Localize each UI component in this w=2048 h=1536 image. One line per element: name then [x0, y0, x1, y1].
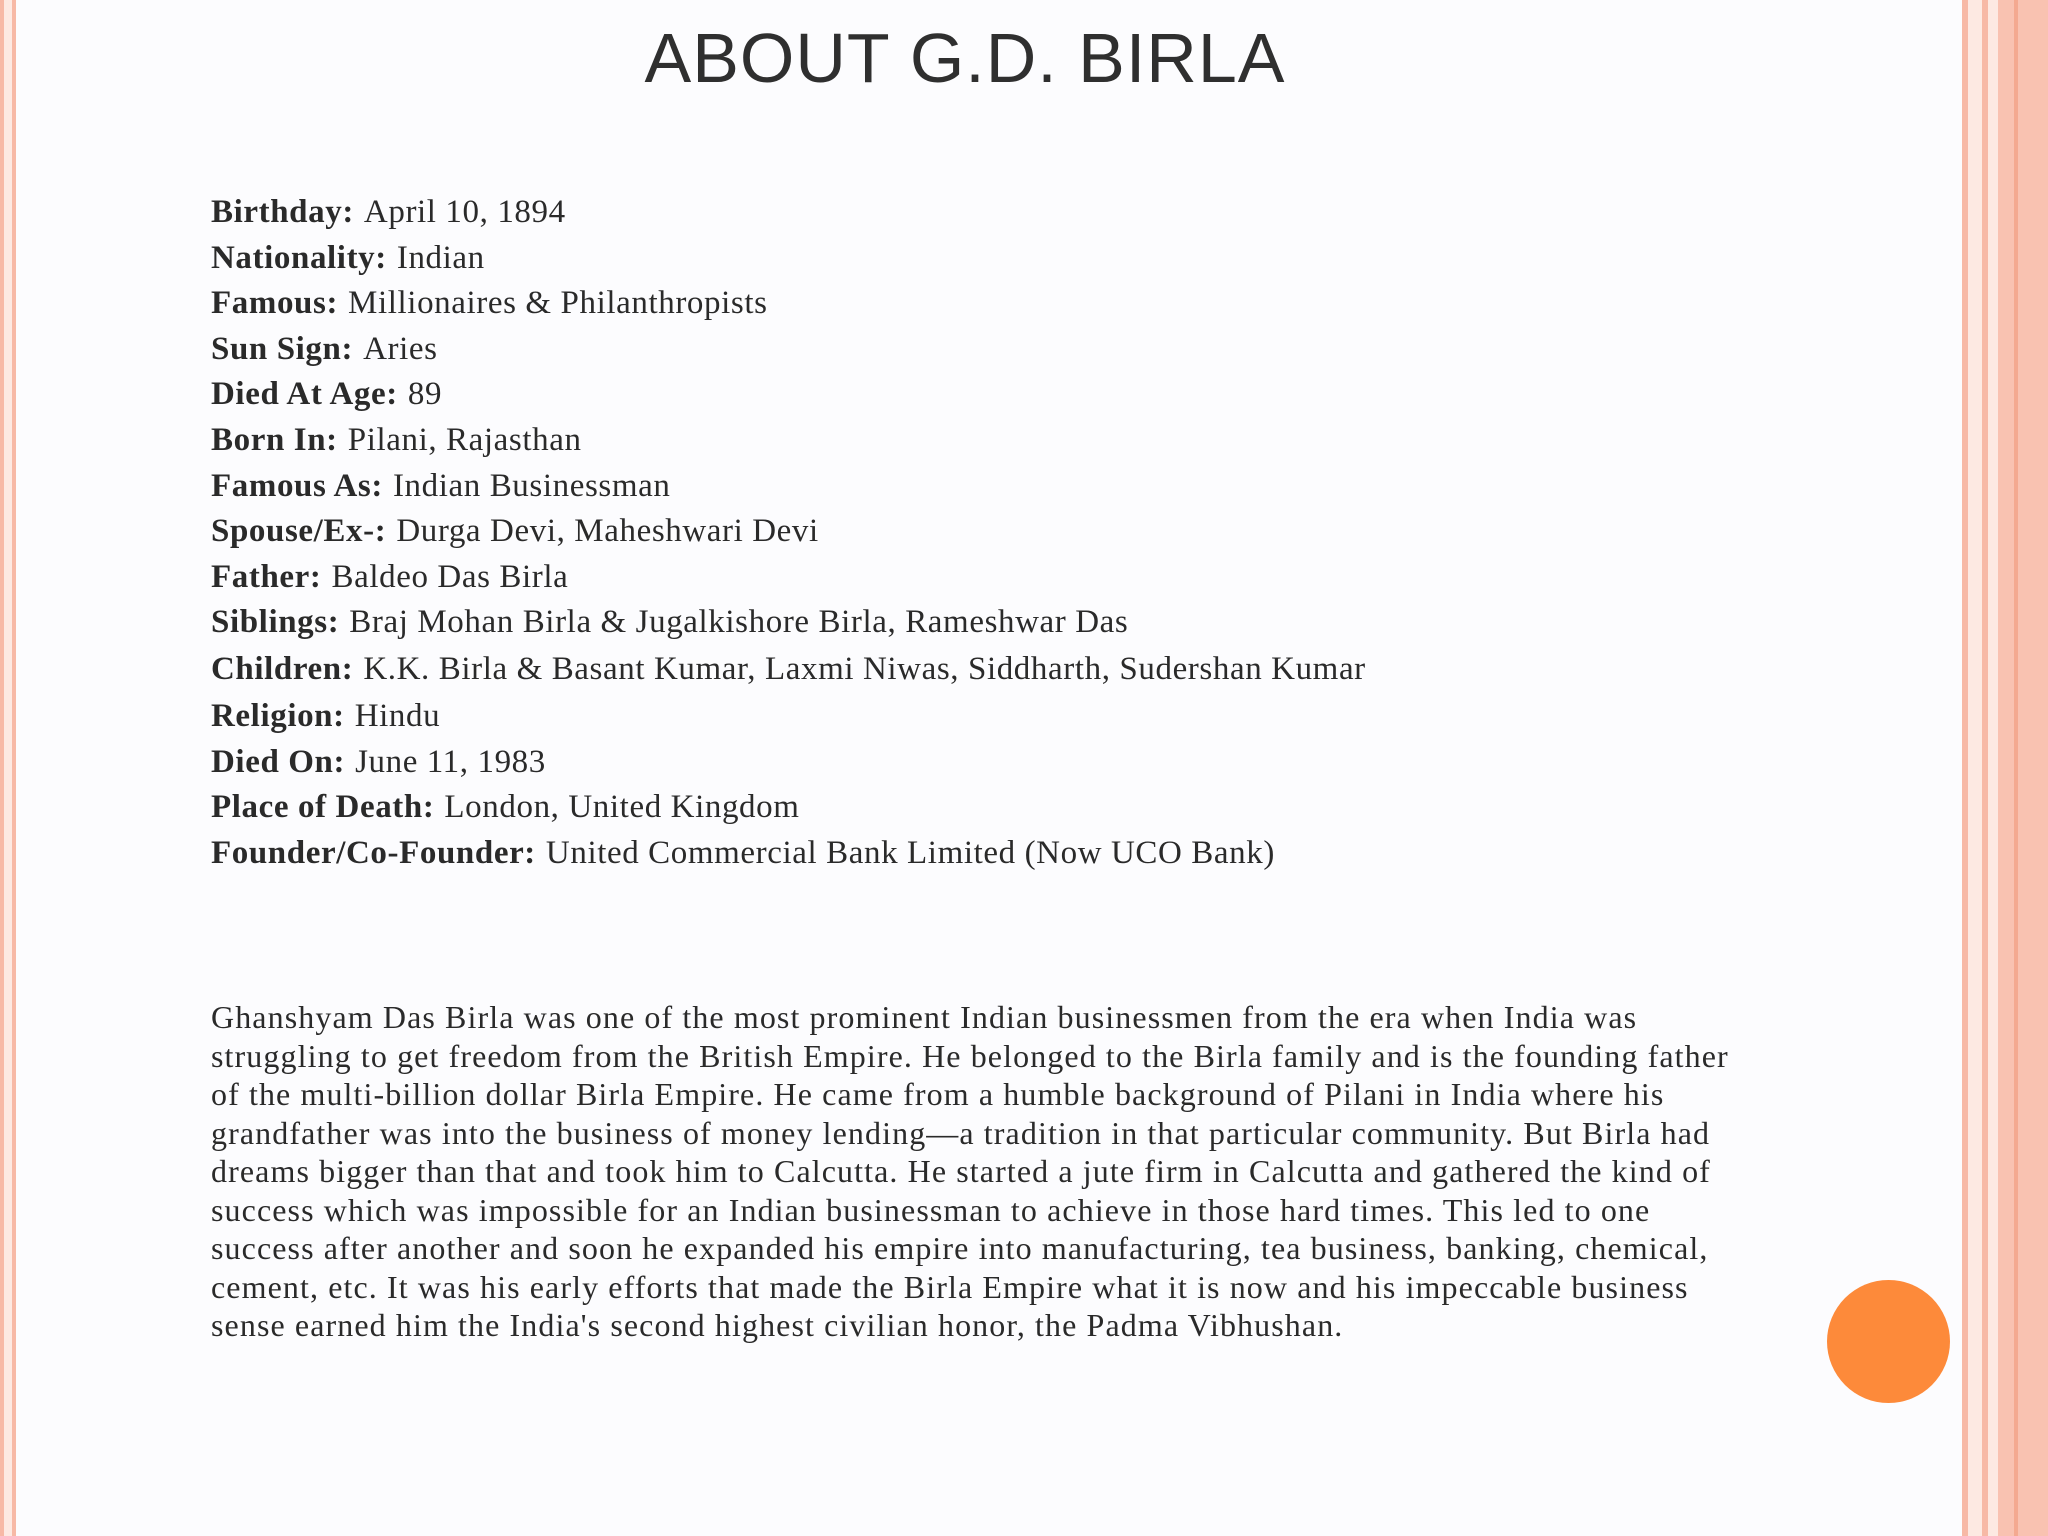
fact-value: Indian [396, 239, 485, 276]
fact-birthday [211, 190, 1661, 236]
fact-died-on [211, 740, 1661, 786]
fact-founder [211, 831, 1661, 877]
fact-label: Siblings: [211, 604, 340, 641]
fact-father [211, 555, 1661, 601]
biography-paragraph: Ghanshyam Das Birla was one of the most prominent Indian businessmen from the era when India was struggling to get freedom from the British Empire. He belonged to the Birla family and is the founding father of the multi-billion dollar Birla Empire. He came from a humble background of Pilani in India where his grandfather was into the business of money lending—a tradition in that particular community. But Birla had dreams bigger than that and took him to Calcutta. He started a jute firm in Calcutta and gathered the kind of success which was impossible for an Indian businessman to achieve in those hard times. This led to one success after another and soon he expanded his empire into manufacturing, tea business, banking, chemical, cement, etc. It was his early efforts that made the Birla Empire what it is now and his impeccable business sense earned him the India's second highest civilian honor, the Padma Vibhushan. [211, 999, 1729, 1343]
fact-value: 89 [407, 376, 443, 413]
fact-label: Religion: [211, 697, 345, 734]
fact-label: Spouse/Ex-: [211, 513, 387, 550]
right-border-gap [1968, 0, 1982, 1536]
fact-value: Aries [363, 330, 438, 367]
fact-label: Famous As: [211, 467, 383, 504]
fact-value: London, United Kingdom [444, 789, 800, 826]
fact-label: Birthday: [211, 194, 354, 230]
fact-value: Indian Businessman [392, 467, 671, 504]
left-border-line-inner [12, 0, 16, 1536]
fact-value: United Commercial Bank Limited (Now UCO Bank) [545, 834, 1275, 871]
fact-label: Died On: [211, 743, 346, 780]
fact-label: Sun Sign: [211, 330, 354, 367]
fact-nationality [211, 236, 1661, 282]
fact-label: Children: [211, 650, 354, 687]
facts-list [211, 190, 1661, 876]
fact-value: Durga Devi, Maheshwari Devi [396, 513, 819, 550]
slide-title: ABOUT G.D. BIRLA [644, 19, 1286, 97]
fact-label: Famous: [211, 285, 339, 322]
fact-siblings [211, 600, 1661, 646]
orange-circle-decoration [1827, 1280, 1950, 1403]
fact-died-at-age [211, 372, 1661, 418]
fact-value: June 11, 1983 [355, 743, 546, 780]
fact-value: Braj Mohan Birla & Jugalkishore Birla, Rameshwar Das [349, 604, 1129, 641]
fact-label: Died At Age: [211, 376, 398, 413]
fact-famous [211, 281, 1661, 327]
right-border-band-line [2014, 0, 2018, 1536]
fact-value: Baldeo Das Birla [331, 558, 569, 595]
fact-spouse [211, 509, 1661, 555]
fact-value: Pilani, Rajasthan [347, 421, 582, 458]
fact-place-of-death [211, 785, 1661, 831]
fact-label: Founder/Co-Founder: [211, 834, 536, 871]
right-border-band [1998, 0, 2048, 1536]
fact-label: Nationality: [211, 239, 387, 276]
fact-value: Hindu [354, 697, 441, 734]
fact-famous-as [211, 464, 1661, 510]
fact-value: K.K. Birla & Basant Kumar, Laxmi Niwas, Siddharth, Sudershan Kumar [363, 650, 1366, 687]
right-border-gap-2 [1988, 0, 1998, 1536]
fact-label: Place of Death: [211, 789, 435, 826]
fact-label: Born In: [211, 421, 338, 458]
fact-value: April 10, 1894 [363, 194, 566, 230]
fact-children [211, 646, 1661, 694]
fact-label: Father: [211, 558, 322, 595]
fact-religion [211, 694, 1661, 740]
fact-sun-sign [211, 327, 1661, 373]
left-border-fill [4, 0, 12, 1536]
fact-born-in [211, 418, 1661, 464]
fact-value: Millionaires & Philanthropists [348, 285, 768, 322]
